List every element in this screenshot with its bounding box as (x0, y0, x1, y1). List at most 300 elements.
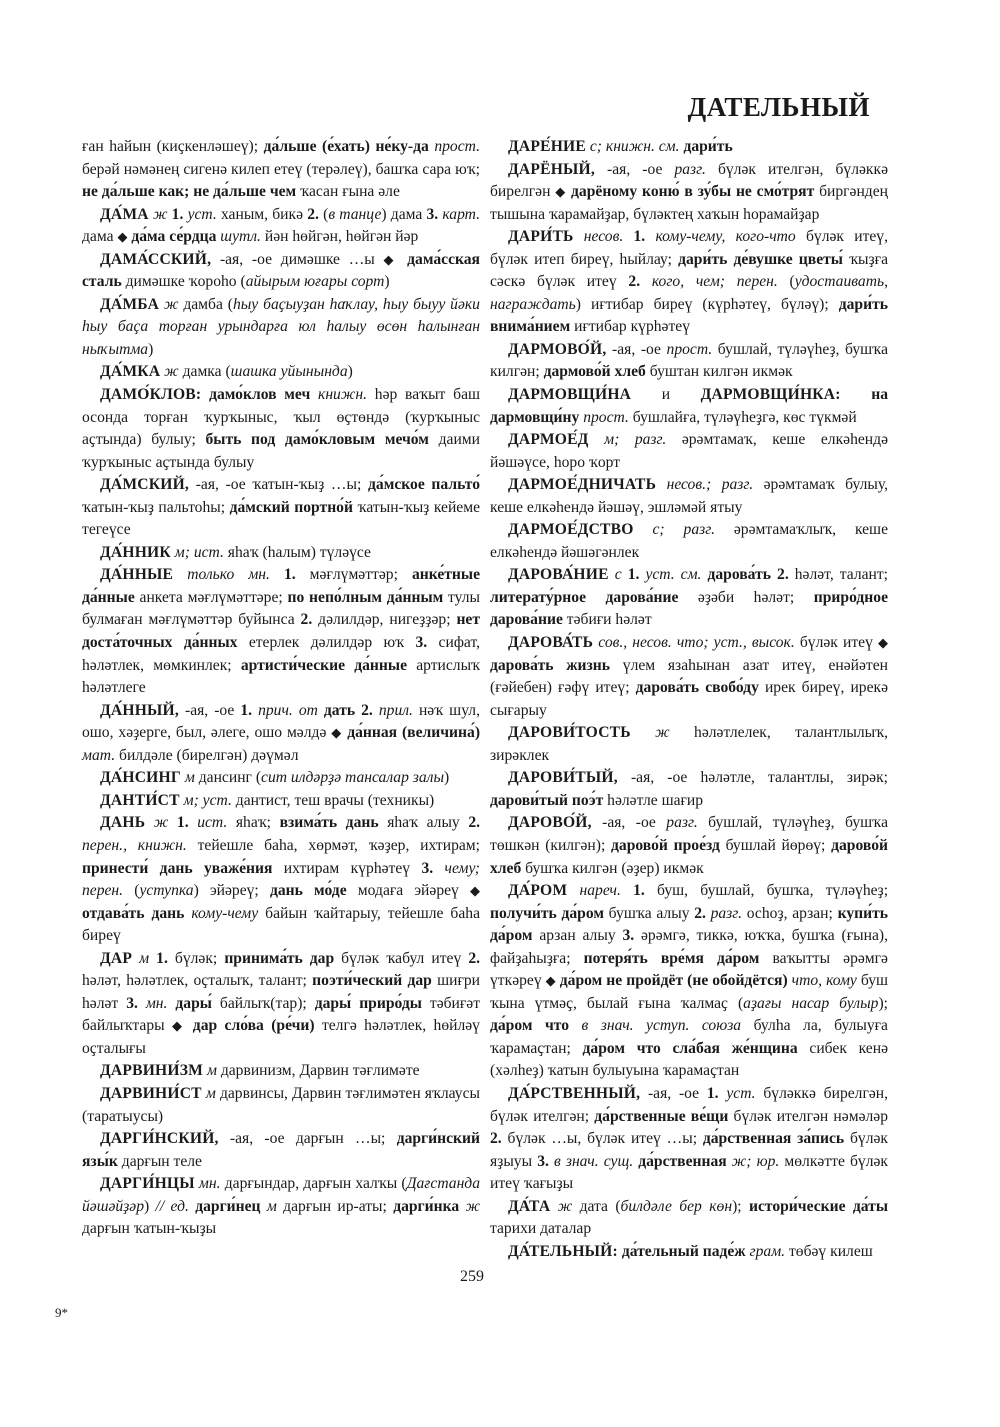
entry-text: перен., книжн. (82, 836, 187, 854)
entry-text: разг. (705, 904, 743, 922)
entry-text: дарови́тый поэ́т (490, 791, 604, 809)
entry-text: ) (384, 273, 390, 291)
entry-text: -ая, -ое димәшке …ы (211, 250, 384, 268)
entry-text: дарги́нец (188, 1197, 261, 1215)
dictionary-entry (82, 136, 480, 204)
entry-text: приро́дное дарова́ние (490, 588, 889, 629)
entry-text: 1. (240, 701, 253, 719)
entry-text: ист. (188, 814, 228, 832)
entry-text: дәлилдәр, нигеҙҙәр; (312, 611, 457, 629)
entry-text: удостаивать, награждать (490, 273, 888, 313)
entry-text: осһоҙ, арзан; (742, 904, 838, 922)
entry-text: билдәле бер көн (620, 1197, 733, 1215)
entry-text: әрәмтамаҡ булыу, кеше елкәһендә йәшәү, эшләмәй ятыу (490, 476, 888, 516)
entry-text: дань мо́де (269, 882, 347, 900)
entry-text: бүләк …ы, бүләк итеү …ы; (501, 1130, 703, 1148)
entry-text: да́нная (величина́) (342, 724, 481, 742)
entry-text: да́ма се́рдца (127, 228, 217, 246)
entry-text: тулы булмаған мәғлүмәттәр буйынса (82, 588, 480, 629)
entry-text: димәшке ҡороһо ( (121, 273, 246, 291)
entry-text: -ая, -ое (179, 701, 241, 719)
entry-text: принести́ дань уваже́ния (82, 859, 273, 877)
entry-text: да́ром что (490, 1017, 570, 1035)
entry-text: с; разг. (633, 521, 715, 539)
dictionary-entry (82, 361, 480, 384)
entry-text: бүләк яҙыуы (490, 1130, 888, 1170)
entry-text: -ая, -ое һәләтле, талантлы, зирәк; (617, 769, 888, 787)
dictionary-entry (490, 339, 888, 384)
page-number: 259 (460, 1268, 484, 1285)
dictionary-entry (82, 294, 480, 362)
entry-text: мат. (82, 746, 116, 764)
dictionary-entry (490, 564, 888, 632)
entry-text: сов., несов. что; уст., высок. (593, 634, 795, 652)
dictionary-entry (490, 767, 888, 812)
entry-text: отдава́ть дань (82, 904, 185, 922)
headword: ДАРМОЕ́ДСТВО (508, 521, 634, 539)
entry-text: йән һөйгән, һөйгән йәр (260, 228, 419, 246)
entry-text: дарова́ть жизнь (490, 656, 611, 674)
entry-text: прост. (428, 138, 480, 155)
dictionary-entry (490, 519, 888, 564)
entry-text: бушлайға, түләүһеҙгә, көс түкмәй (628, 408, 857, 426)
entry-text: поэти́ческий дар (312, 972, 432, 990)
headword: ДАРЁНЫЙ, (508, 160, 595, 178)
entry-text: -ая, -ое (606, 340, 667, 358)
entry-text: аҙағы насар булыр (743, 994, 879, 1012)
dictionary-entry (490, 632, 888, 722)
entry-text: что, кому (787, 972, 857, 990)
headword: ДАРМОВО́Й, (508, 340, 607, 358)
entry-text: артислыҡ һәләтлеге (82, 656, 480, 697)
dictionary-entry (82, 474, 480, 542)
entry-text: ) эйәреү; (193, 882, 270, 900)
diamond-icon: ◆ (470, 883, 481, 899)
entry-text: дарги́нский язы́к (82, 1130, 480, 1170)
entry-text: да́мское пальто́ (368, 476, 480, 494)
entry-text: ж (160, 363, 179, 381)
headword: ДА́РОМ (508, 882, 568, 900)
entry-text: ирек биреү, ирекә сығарыу (490, 679, 889, 719)
entry-text: дарғын ҡатын-ҡыҙы (82, 1220, 217, 1238)
dictionary-entry (82, 1173, 480, 1241)
entry-text: принима́ть дар (224, 949, 335, 967)
entry-text: ҡатын-ҡыҙ кейеме тегеүсе (82, 498, 481, 539)
entry-text: шашка уйынында (230, 363, 348, 381)
entry-text: в танце (328, 205, 382, 223)
entry-text: дать (317, 701, 356, 719)
entry-text: берәй нәмәнең сигенә килеп етеү (терәлеү), башҡа сара юҡ; (82, 160, 480, 178)
entry-text: в знач. уступ. союза (569, 1017, 742, 1035)
entry-text: по непо́лным да́нным (287, 588, 444, 606)
entry-text: -ая, -ое (640, 1084, 707, 1102)
entry-text: 1. (620, 882, 645, 900)
entry-text: кому-чему (184, 904, 259, 922)
headword: ДАРГИ́НСКИЙ, (100, 1130, 219, 1148)
entry-text: дата ( (572, 1197, 621, 1215)
entry-text: 1. (168, 814, 189, 832)
entry-text: ) (148, 340, 154, 358)
entry-text: ) дама (381, 205, 427, 223)
dictionary-entry (490, 1083, 888, 1196)
entry-text: ) (444, 769, 450, 787)
entry-text: 1. (621, 566, 640, 584)
entry-text: мәғлүмәттәр; (295, 566, 412, 584)
entry-text: ); (732, 1197, 749, 1215)
entry-text: м (203, 1062, 217, 1080)
entry-text: дамба ( (178, 295, 233, 313)
entry-text: тәбиғи һәләт (562, 611, 652, 629)
entry-text: дарги́нка (393, 1197, 460, 1215)
entry-text: да́ром что сла́бая же́нщина (582, 1039, 798, 1057)
headword: ДА́МБА (100, 295, 160, 313)
entry-text: бүләк итеү (794, 634, 878, 652)
headword: ДАРМОЕ́Д (508, 431, 589, 449)
entry-text: да́мский портно́й (229, 498, 353, 516)
entry-text: дарғындар, дарғын халҡы ( (220, 1175, 407, 1193)
headword: ДАРЕ́НИЕ (508, 138, 586, 155)
entry-text: да́рственная за́пись (702, 1130, 845, 1148)
entry-text: 2. (468, 949, 481, 967)
dictionary-entry (490, 1241, 888, 1264)
entry-text: сифат, һәләтлек, мөмкинлек; (82, 634, 480, 674)
entry-text: дарвинизм, Дарвин тәғлимәте (216, 1062, 420, 1080)
entry-text: ) (347, 363, 353, 381)
dictionary-entry (82, 948, 480, 1061)
entry-text: тарихи даталар (490, 1220, 592, 1238)
entry-text: һәләтлелек, талантлылыҡ, зирәклек (490, 724, 889, 764)
entry-text: телгә һәләтлек, һөйләү оҫталығы (82, 1017, 480, 1057)
dictionary-entry (490, 226, 888, 339)
entry-text: шутл. (216, 228, 261, 246)
entry-text: прил. (372, 701, 413, 719)
headword: ДА́ТА (508, 1197, 551, 1215)
diamond-icon: ◆ (545, 973, 556, 989)
dictionary-entry (82, 1083, 480, 1128)
entry-text: 2. (628, 273, 641, 291)
entry-text: дарово́й прое́зд (611, 836, 720, 854)
right-column (490, 136, 888, 1263)
entry-text: шиғри һәләт (82, 972, 480, 1012)
entry-text: дарова́ть свобо́ду (635, 679, 759, 697)
diamond-icon: ◆ (117, 229, 128, 245)
headword: ДАРОВО́Й, (508, 814, 592, 832)
entry-text: дарёному коню́ в зу́бы не смо́трят (566, 183, 815, 201)
dictionary-entry (82, 790, 480, 813)
entry-text: нәҡ шул, ошо, хәҙерге, был, әлеге, ошо мәлдә (82, 701, 480, 742)
headword: ДА́НСИНГ (100, 769, 181, 787)
entry-text: 2. (300, 611, 313, 629)
entry-text: дарвинсы, Дарвин тәғлимәтен яҡлаусы (таратыусы) (82, 1084, 480, 1125)
entry-text: яһаҡ (һалым) түләүсе (223, 543, 371, 561)
entry-text: прост. (666, 340, 713, 358)
headword: ДАНЬ (100, 814, 146, 832)
headword: ДАРМОВЩИ́НКА: (700, 386, 841, 404)
entry-text: ған һайын (киҫкенләшеү); (82, 138, 264, 155)
dictionary-entry (82, 542, 480, 565)
entry-text: үлем язаһынан азат итеү, енәйәтен (ғәйебен) ғәфү итеү; (490, 656, 888, 697)
dictionary-entry (82, 249, 480, 294)
entry-text: мн. (137, 994, 168, 1012)
entry-text: анке́тные да́нные (82, 566, 480, 606)
entry-text: дармово́й хлеб (543, 363, 646, 381)
entry-text: разг. (666, 814, 698, 832)
entry-text: ваҡытты әрәмгә үткәреү (490, 949, 888, 990)
entry-text: несов.; разг. (656, 476, 754, 494)
entry-text: бушҡа килгән (әҙер) икмәк (521, 859, 704, 877)
entry-text: только мн. (173, 566, 270, 584)
entry-text: на дармовщи́ну (490, 386, 888, 426)
entry-text: ж (145, 814, 169, 832)
dictionary-entry (490, 429, 888, 474)
headword: ДА́РСТВЕННЫЙ, (508, 1084, 641, 1102)
entry-text: дарғын теле (117, 1152, 202, 1170)
entry-text: уст. (183, 205, 217, 223)
dictionary-entry (82, 812, 480, 947)
entry-text: 1. (149, 949, 168, 967)
entry-text: дары́ приро́ды (314, 994, 422, 1012)
entry-text: анкета мәғлүмәттәре; (134, 588, 288, 606)
entry-text: м; уст. (179, 791, 232, 809)
entry-text: разг. (674, 160, 706, 178)
entry-text: ҡатын-ҡыҙ пальтоһы; (82, 498, 230, 516)
entry-text: бүләк; (167, 949, 225, 967)
entry-text: буш, бушлай, бушҡа, түләүһеҙ; (644, 882, 889, 900)
diamond-icon: ◆ (878, 635, 888, 651)
entry-text: ж (630, 724, 670, 742)
entry-text: 3. (126, 994, 138, 1012)
headword: ДАРОВИ́ТЫЙ, (508, 769, 618, 787)
entry-text: кого, чем; перен. (640, 273, 778, 291)
entry-text: 2. (355, 701, 373, 719)
entry-text: һыу баҫыуҙан һаҡлау, һыу быуу йәки һыу баҫа торған урындарға юл һалыу өсөн һалынған ныҡытма (82, 295, 480, 358)
headword: ДА́ННЫЙ, (100, 701, 179, 719)
entry-text: да́тельный паде́ж (617, 1242, 746, 1260)
running-header: ДАТЕЛЬНЫЙ (687, 92, 870, 122)
entry-text: чему; перен. (82, 859, 480, 900)
entry-text: да́ром не пройдёт (не обойдётся) (555, 972, 788, 990)
dictionary-entry (490, 812, 888, 880)
entry-text: уст. (718, 1084, 756, 1102)
diamond-icon: ◆ (383, 251, 399, 267)
dictionary-entry (490, 722, 888, 767)
entry-text: м (201, 1084, 216, 1102)
dictionary-entry (82, 700, 480, 768)
headword: ДА́МСКИЙ, (100, 476, 190, 494)
entry-text: потеря́ть вре́мя да́ром (583, 949, 760, 967)
entry-text: 3. (421, 859, 434, 877)
headword: ДАР (100, 949, 133, 967)
dictionary-entry (490, 474, 888, 519)
entry-text: иғтибар күрһәтеү (570, 318, 690, 336)
headword: ДАМА́ССКИЙ, (100, 250, 212, 268)
entry-text: буш ҡына үтмәҫ, былай ғына ҡалмаҫ ( (490, 972, 889, 1012)
left-column (82, 136, 480, 1241)
entry-text: бушлай йөрөү; (719, 836, 832, 854)
entry-text: яһаҡ алыу (378, 814, 469, 832)
entry-text: дарғын ир-аты; (276, 1197, 394, 1215)
entry-text: 2. (468, 814, 481, 832)
headword: ДАРИ́ТЬ (508, 228, 574, 246)
entry-text: да́рственная (633, 1152, 727, 1170)
entry-text: прост. (579, 408, 629, 426)
entry-text: дама́сская сталь (82, 250, 480, 291)
entry-text: һәр ваҡыт баш осонда торған ҡурҡыныс, ҡыл өҫтөндә (ҡурҡыныс аҫтында) булыу; (82, 386, 480, 449)
entry-text: тәбиғәт байлыҡтары (82, 994, 481, 1035)
entry-text: дари́ть внима́нием (490, 295, 888, 336)
entry-text: әрәмтамаҡ, кеше елкәһендә йәшәүсе, һоро ҡорт (490, 431, 888, 471)
entry-text: бушлай, түләүһеҙ, бушҡа килгән; (490, 340, 888, 381)
dictionary-entry (82, 564, 480, 699)
entry-text: ( (318, 205, 329, 223)
entry-text: ); (878, 994, 888, 1012)
entry-text: истори́ческие да́ты (748, 1197, 888, 1215)
entry-text: булһа ла, булыуға ҡарамаҫтан; (490, 1017, 888, 1057)
entry-text: быть под дамо́кловым мечо́м (205, 431, 429, 449)
entry-text: Дағстанда йәшәйҙәр (82, 1175, 480, 1215)
entry-text: -ая, -ое (591, 814, 667, 832)
entry-text: һәләт, һәләтлек, оҫталыҡ, талант; (82, 972, 313, 990)
entry-text: ( (123, 882, 140, 900)
headword: ДА́МКА (100, 363, 161, 381)
entry-text: арзан алыу (532, 927, 623, 945)
entry-text: мөлкәтте бүләк итеү ҡағыҙы (490, 1152, 888, 1193)
entry-text: айырым юғары сорт (245, 273, 385, 291)
headword: ДАМО́КЛОВ: (100, 386, 202, 404)
entry-text: нет доста́точных да́нных (82, 611, 481, 652)
entry-text: 2. (307, 205, 319, 223)
entry-text: да́рственные ве́щи (594, 1107, 729, 1125)
entry-text: в знач. сущ. (548, 1152, 634, 1170)
entry-text: модаға эйәреү (346, 882, 471, 900)
entry-text: бүләк ҡабул итеү (334, 949, 469, 967)
entry-text: тейешле баһа, хөрмәт, ҡәҙер, ихтирам; (186, 836, 480, 854)
entry-text: ҡыҙға сәскә бүләк итеү (490, 250, 888, 291)
entry-text: дари́ть (679, 138, 733, 155)
entry-text: купи́ть да́ром (490, 904, 888, 945)
entry-text: м; ист. (170, 543, 224, 561)
entry-text: артисти́ческие да́нные (240, 656, 407, 674)
dictionary-entry (490, 880, 888, 1083)
headword: ДАРГИ́НЦЫ (100, 1175, 195, 1193)
entry-text: ихтирам күрһәтеү (272, 859, 422, 877)
entry-text: -ая, -ое дарғын …ы; (218, 1130, 397, 1148)
headword: ДАРОВИ́ТОСТЬ (508, 724, 631, 742)
headword: ДАРОВА́НИЕ (508, 566, 609, 584)
entry-text: и (631, 386, 701, 404)
entry-text: бүләк итеү, бүләк итеп биреү, һыйлау; (490, 228, 888, 268)
entry-text: 1. (706, 1084, 719, 1102)
entry-text: 1. (269, 566, 296, 584)
dictionary-entry (490, 1196, 888, 1241)
entry-text: әрәмтамаҡлыҡ, кеше елкәһендә йәшәгәнлек (490, 521, 888, 561)
entry-text: м (180, 769, 195, 787)
entry-text: биргәндең тышына ҡарамайҙар, бүләктең хаҡын һорамайҙар (490, 183, 889, 223)
entry-text: м (132, 949, 150, 967)
headword: ДАНТИ́СТ (100, 791, 180, 809)
entry-text: билдәле (бирелгән) дәүмәл (115, 746, 299, 764)
entry-text: да́льше (е́хать) не́ку-да (263, 138, 429, 155)
entry-text: буштан килгән икмәк (645, 363, 793, 381)
diamond-icon: ◆ (171, 1018, 186, 1034)
entry-text: ( (777, 273, 795, 291)
entry-text: дамо́клов меч (201, 386, 311, 404)
entry-text: книжн. (310, 386, 367, 404)
dictionary-entry (82, 204, 480, 249)
entry-text: -ая, -ое (595, 160, 675, 178)
headword: ДАРМОВЩИ́НА (508, 386, 632, 404)
entry-text: ж (159, 295, 179, 313)
entry-text: дансинг ( (194, 769, 262, 787)
signature-mark: 9* (55, 1305, 68, 1320)
dictionary-entry (490, 136, 888, 159)
entry-text: м; разг. (588, 431, 667, 449)
entry-text: әрәмгә, тиккә, юҡҡа, бушҡа (ғына), файҙаһыҙға; (490, 927, 888, 967)
entry-text: дарово́й хлеб (490, 836, 888, 877)
dictionary-entry (82, 767, 480, 790)
headword: ДАРВИНИ́ЗМ (100, 1062, 204, 1080)
headword: ДА́ТЕЛЬНЫЙ: (508, 1242, 618, 1260)
entry-text: м (260, 1197, 277, 1215)
entry-text: грам. (745, 1242, 786, 1260)
entry-text: сит илдәрҙә тансалар залы (261, 769, 445, 787)
headword: ДАРВИНИ́СТ (100, 1084, 202, 1102)
headword: ДАРМОЕ́ДНИЧАТЬ (508, 476, 657, 494)
entry-text: ) иғтибар биреү (күрһәтеү, бүләү); (575, 295, 839, 313)
entry-text: дарова́ть (701, 566, 771, 584)
entry-text: 3. (622, 927, 635, 945)
entry-text: дари́ть де́вушке цветы́ (678, 250, 843, 268)
entry-text: дары́ (167, 994, 212, 1012)
entry-text: бүләк ителгән нәмәләр (728, 1107, 888, 1125)
entry-text: бүләккә бирелгән, бүләк ителгән; (490, 1084, 889, 1125)
entry-text: һәләтле шағир (603, 791, 704, 809)
diamond-icon: ◆ (331, 725, 343, 741)
entry-text: 1. (167, 205, 184, 223)
entry-text: әҙәби һәләт; (678, 588, 814, 606)
entry-text: 2. (694, 904, 706, 922)
dictionary-entry (82, 384, 480, 474)
entry-text: бушҡа алыу (603, 904, 695, 922)
entry-text: дамка ( (178, 363, 231, 381)
entry-text: байлыҡ(тар); (211, 994, 315, 1012)
entry-text: не да́льше как; не да́льше чем (82, 183, 297, 201)
entry-text: дантист, теш врачы (техникы) (231, 791, 435, 809)
entry-text: бүләк ителгән, бүләккә бирелгән (490, 160, 888, 201)
dictionary-entry (82, 1128, 480, 1173)
entry-text: дар сло́ва (ре́чи) (185, 1017, 315, 1035)
entry-text: сибек кенә (хәлһеҙ) ҡатын булыуына ҡарамаҫтан (490, 1039, 888, 1080)
entry-text: взима́ть дань (279, 814, 379, 832)
entry-text: с; книжн. см. (585, 138, 680, 155)
entry-text: несов. (573, 228, 624, 246)
headword: ДА́МА (100, 205, 149, 223)
entry-text: бушлай, түләүһеҙ, бушҡа төшкән (килгән); (490, 814, 888, 854)
dictionary-entry (490, 384, 888, 429)
entry-text: прич. от (252, 701, 318, 719)
entry-text: нареч. (567, 882, 621, 900)
entry-text: ж (148, 205, 168, 223)
entry-text: 3. (537, 1152, 549, 1170)
entry-text: получи́ть да́ром (490, 904, 604, 922)
entry-text: етерлек дәлилдәр юҡ (237, 634, 416, 652)
entry-text: ж (550, 1197, 573, 1215)
dictionary-entry (82, 1060, 480, 1083)
diamond-icon: ◆ (555, 184, 567, 200)
entry-text: 2. (490, 1130, 502, 1148)
entry-text: 1. (623, 228, 646, 246)
entry-text: ж (459, 1197, 480, 1215)
